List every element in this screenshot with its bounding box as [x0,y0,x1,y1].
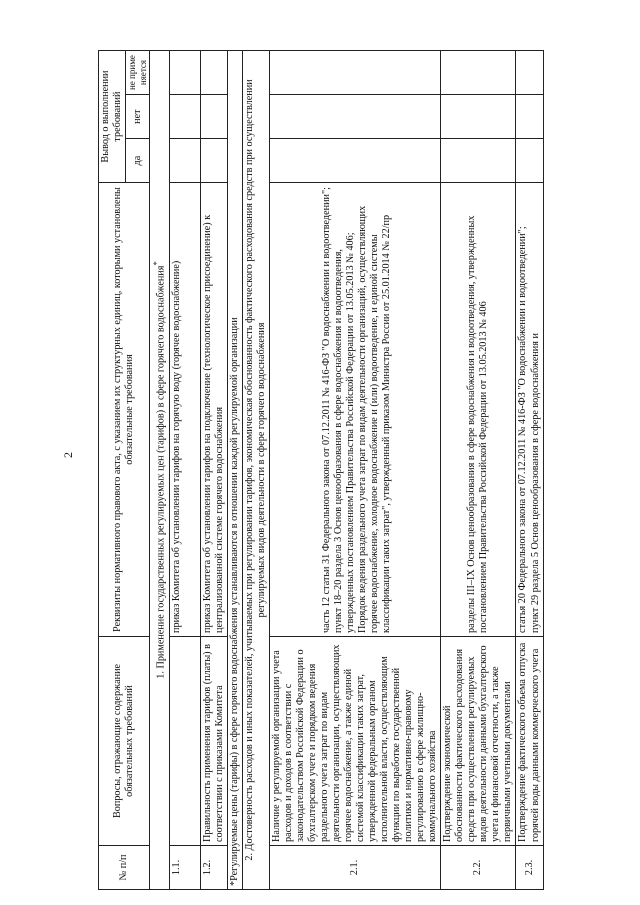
reference-line: пункт 29 раздела 5 Основ ценообразования в сфере водоснабжения и [529,333,541,633]
cell-yes [441,139,516,183]
table-row [441,51,516,890]
cell-yes [516,139,543,183]
cell-not-applicable [516,51,543,95]
footnote-text: *Регулируемые цены (тарифы) в сфере горячего водоснабжения устанавливаются в отношении каждой регулируемой организации [227,51,242,890]
cell-no [200,95,227,139]
row-question: Подтверждение экономической обоснованности фактического расходования средств при осуществлении регулируемых видов деятельности данными бухгалтерского учета и финансовой отчетности, а также первичными учетными документами [441,636,516,845]
table-row [200,51,227,890]
footnote-row [227,51,242,890]
section-1-title: 1. Применение государственных регулируемых цен (тарифов) в сфере горячего водоснабжения* [150,51,169,890]
reference-line: часть 12 статьи 31 Федерального закона от 07.12.2011 № 416-ФЗ "О водоснабжении и водоотведении"; [320,187,332,633]
header-question: Вопросы, отражающие содержание обязательных требований [99,636,150,845]
footnote-mark: * [151,261,162,266]
row-question: Подтверждение фактического объема отпуска горячей воды данными коммерческого учета [516,636,543,845]
cell-not-applicable [441,51,516,95]
row-reference [516,183,543,637]
row-reference: приказ Комитета об установлении тарифов на подключение (технологическое присоединение) к централизованной системе горячего водоснабжения [200,183,227,637]
cell-no [169,95,200,139]
cell-yes [269,139,440,183]
cell-yes [200,139,227,183]
row-question: Правильность применения тарифов (платы) в соответствии с приказами Комитета [200,636,227,845]
cell-no [516,95,543,139]
row-number: 2.1. [269,846,440,890]
header-not-applicable: не приме няется [126,51,150,95]
row-question [169,636,200,845]
cell-not-applicable [200,51,227,95]
header-conclusion: Вывод о выполнении требований [99,51,126,183]
row-question: Наличие у регулируемой организации учета расходов и доходов в соответствии с законодательством Российской Федерации о бухгалтерском учете и порядком ведения раздельного учета затрат по видам деятельности организации, осуществляющих горячее водоснабжение, а также единой системой классификации таких затрат, утвержденной федеральным органом исполнительной власти, осуществляющим функции по выработке государственной политики и нормативно-правовому регулированию в сфере жилищно-коммунального хозяйства [269,636,440,845]
cell-not-applicable [269,51,440,95]
row-number: 1.2. [200,846,227,890]
table-row [269,51,440,890]
cell-yes [169,139,200,183]
header-yes: да [126,139,150,183]
cell-no [441,95,516,139]
reference-line: статья 20 Федерального закона от 07.12.2011 № 416-ФЗ "О водоснабжении и водоотведении"; [517,226,529,633]
section-1-row [150,51,169,890]
table-row [169,51,200,890]
row-number: 2.3. [516,846,543,890]
header-requisites: Реквизиты нормативного правового акта, с указанием их структурных единиц, которыми установлены обязательные требования [99,183,150,637]
page-number: 2 [61,452,75,458]
cell-no [269,95,440,139]
header-row [99,51,126,890]
row-reference [441,183,516,637]
reference-line: Порядок ведения раздельного учета затрат по видам деятельности организаций, осуществляющих горячее водоснабжение, холодное водоснабжение и (или) водоотведение, и единой системы классификации таких затрат", утвержденный приказом Министра России от 25.01.2014 № 22/пр [356,205,393,633]
row-reference: приказ Комитета об установлении тарифов на горячую воду (горячее водоснабжение) [169,183,200,637]
section-2-title: 2. Достоверность расходов и иных показателей, учитываемых при регулировании тарифов, экономическая обоснованность фактического расходования средств при осуществлении регулируемых видов деятельности в сфере горячего водоснабжения [242,51,269,890]
row-number: 2.2. [441,846,516,890]
row-number: 1.1. [169,846,200,890]
header-no: нет [126,95,150,139]
section-2-row [242,51,269,890]
requirements-table [98,50,544,890]
header-num: № п/п [99,846,150,890]
row-reference [269,183,440,637]
reference-line: разделы III–IX Основ ценообразования в сфере водоснабжения и водоотведения, утвержденных постановлением Правительства Российской Федерации от 13.05.2013 № 406 [466,215,490,633]
reference-line: пункт 18–20 раздела 3 Основ ценообразования в сфере водоснабжения и водоотведения, утвержденных постановлением Правительства Российской Федерации от 13.05.2013 № 406; [332,232,356,633]
table-row [516,51,543,890]
cell-not-applicable [169,51,200,95]
rotated-table-sheet [98,50,618,890]
